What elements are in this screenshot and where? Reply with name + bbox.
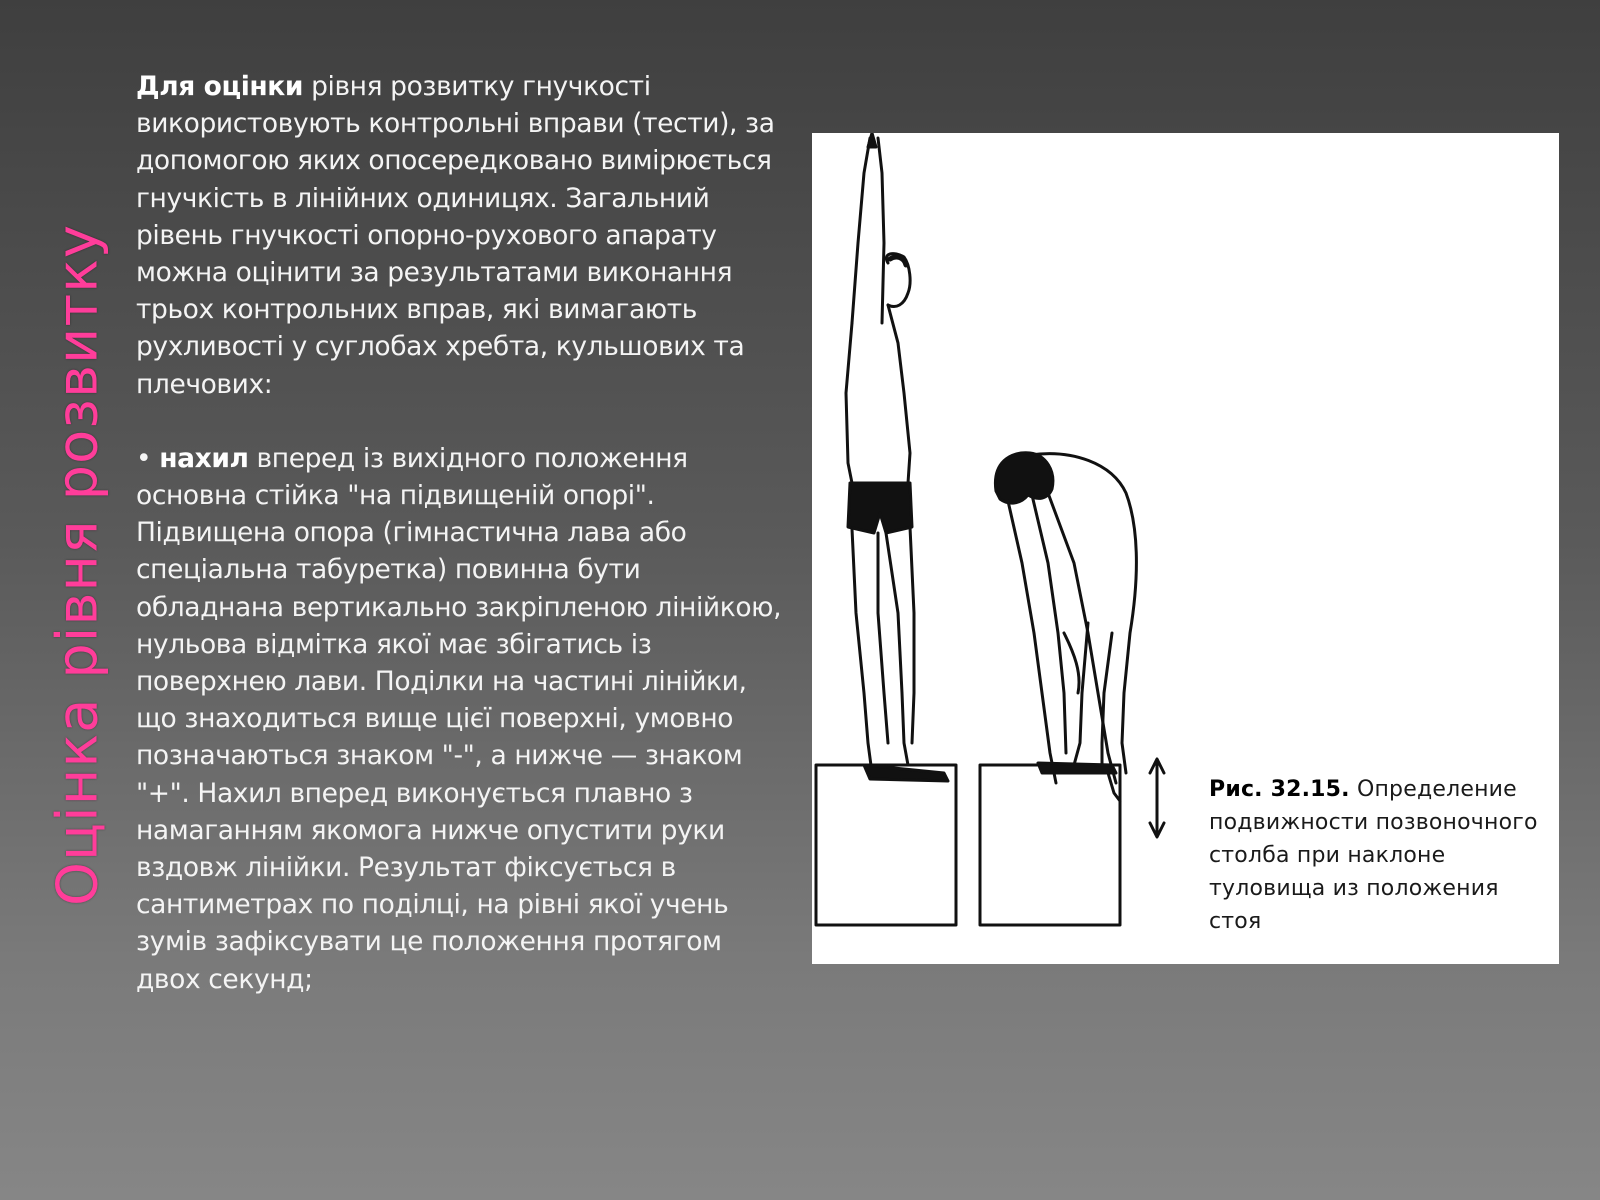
figure-caption-text: Определение подвижности позвоночного столба при наклоне туловища из положения стоя [1209, 777, 1538, 934]
paragraph-bullet [136, 440, 786, 998]
slide-title: Оцінка рівня розвитку [45, 223, 111, 907]
platform-box-left [816, 765, 956, 925]
bending-figure [995, 453, 1136, 801]
intro-bold-phrase: Для оцінки [136, 71, 304, 102]
standing-figure [846, 133, 948, 781]
bullet-text: вперед із вихідного положення основна стійка "на підвищеній опорі". Підвищена опора (гімнастична лава або спеціальна табуретка) повинна бути обладнана вертикально закріпленою лінійкою, нульова відмітка якої має збігатись із поверхнею лави. Поділки на частині лінійки, що знаходиться вище цієї поверхні, умовно позначаються знаком "-", а нижче — знаком "+". Нахил вперед виконується плавно з намаганням якомога нижче опустити руки вздовж лінійки. Результат фіксується в сантиметрах по поділці, на рівні якої учень зумів зафіксувати це положення протягом двох секунд; [136, 442, 782, 995]
figure-caption-number: Рис. 32.15. [1209, 777, 1350, 802]
figure-panel [812, 133, 1559, 964]
measurement-arrow [1150, 759, 1164, 837]
platform-box-right [980, 765, 1120, 925]
paragraph-spacer [136, 403, 786, 440]
bullet-bold-term: нахил [159, 442, 249, 474]
bullet-mark: • [136, 442, 152, 474]
slide-title-container [38, 170, 118, 960]
intro-text: рівня розвитку гнучкості використовують контрольні вправи (тести), за допомогою яких опосередковано вимірюється гнучкість в лінійних одиницях. Загальний рівень гнучкості опорно-рухового апарату можна оцінити за результатами виконання трьох контрольних вправ, які вимагають рухливості у суглобах хребта, кульшових та плечових: [136, 71, 775, 400]
slide-body-text [136, 68, 786, 998]
figure-caption [1209, 773, 1554, 938]
paragraph-intro [136, 68, 786, 403]
